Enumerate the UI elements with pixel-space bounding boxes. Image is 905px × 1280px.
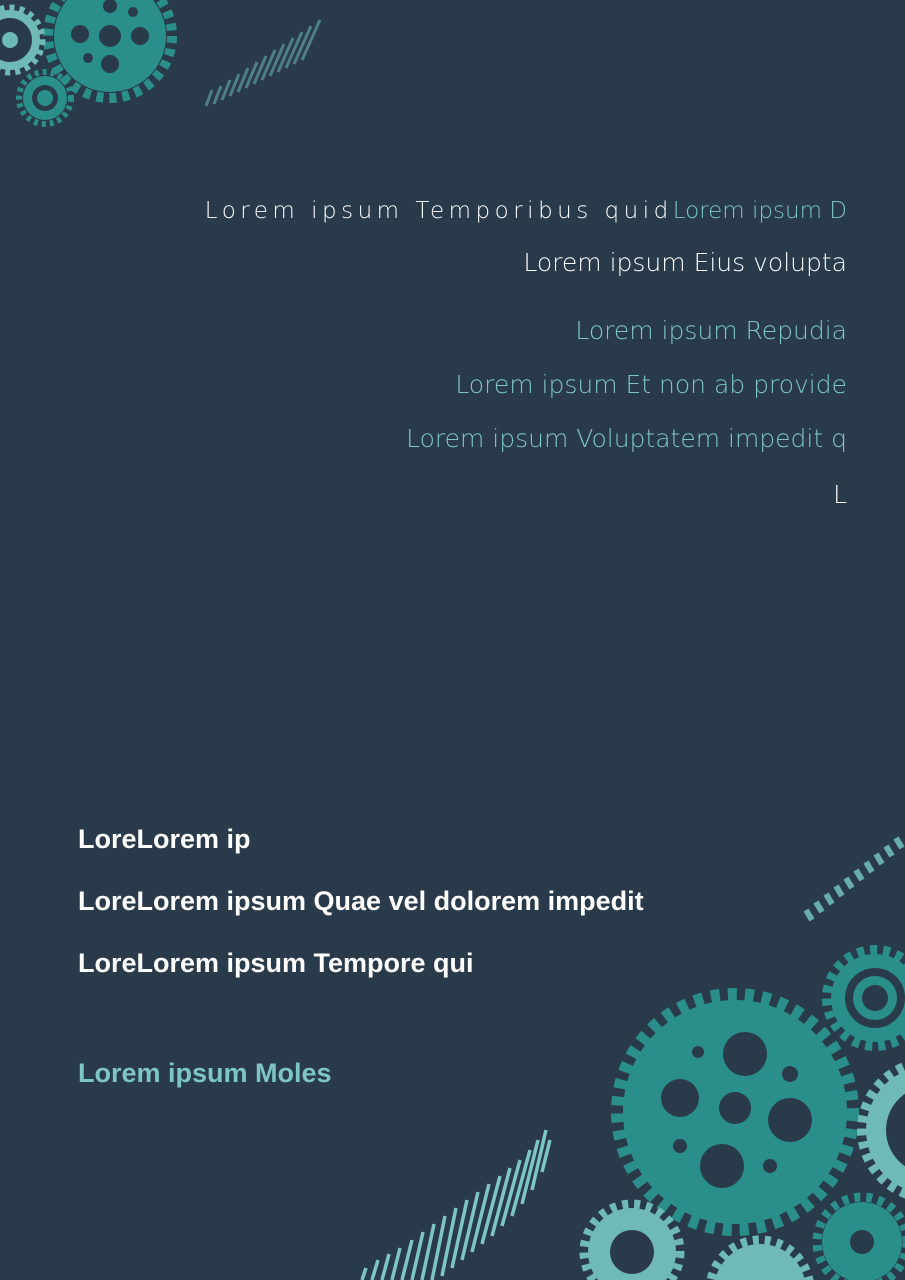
gear-icon bbox=[817, 1197, 905, 1280]
gear-icon bbox=[618, 995, 852, 1229]
header-line-2: Lorem ipsum Eius volupta bbox=[523, 248, 847, 277]
gear-icon bbox=[48, 0, 172, 98]
header-line-4: Lorem ipsum Et non ab provide bbox=[455, 370, 847, 399]
stripes-decoration bbox=[206, 20, 320, 106]
header-line-5: Lorem ipsum Voluptatem impedit q bbox=[406, 424, 847, 453]
gear-icon bbox=[19, 72, 71, 124]
gear-icon bbox=[827, 950, 905, 1046]
gear-icon bbox=[862, 1062, 905, 1198]
header-line-6: L bbox=[833, 480, 847, 509]
gear-icon bbox=[0, 8, 42, 72]
stripes-decoration bbox=[806, 838, 902, 920]
stripes-decoration bbox=[362, 1130, 550, 1280]
header-accent-text: Lorem ipsum D bbox=[672, 198, 847, 224]
header-line-1 bbox=[205, 198, 847, 224]
header-line-3: Lorem ipsum Repudia bbox=[575, 316, 847, 345]
gear-icon bbox=[710, 1240, 810, 1280]
bottom-accent-text: Lorem ipsum Moles bbox=[78, 1058, 332, 1088]
bottom-item-2: LoreLorem ipsum Quae vel dolorem impedit bbox=[78, 886, 644, 916]
header-spaced-text: Lorem ipsum Temporibus quid bbox=[204, 198, 673, 224]
gear-icon bbox=[584, 1204, 680, 1280]
bottom-item-3: LoreLorem ipsum Tempore qui bbox=[78, 948, 474, 978]
bottom-item-1: LoreLorem ip bbox=[78, 824, 251, 854]
